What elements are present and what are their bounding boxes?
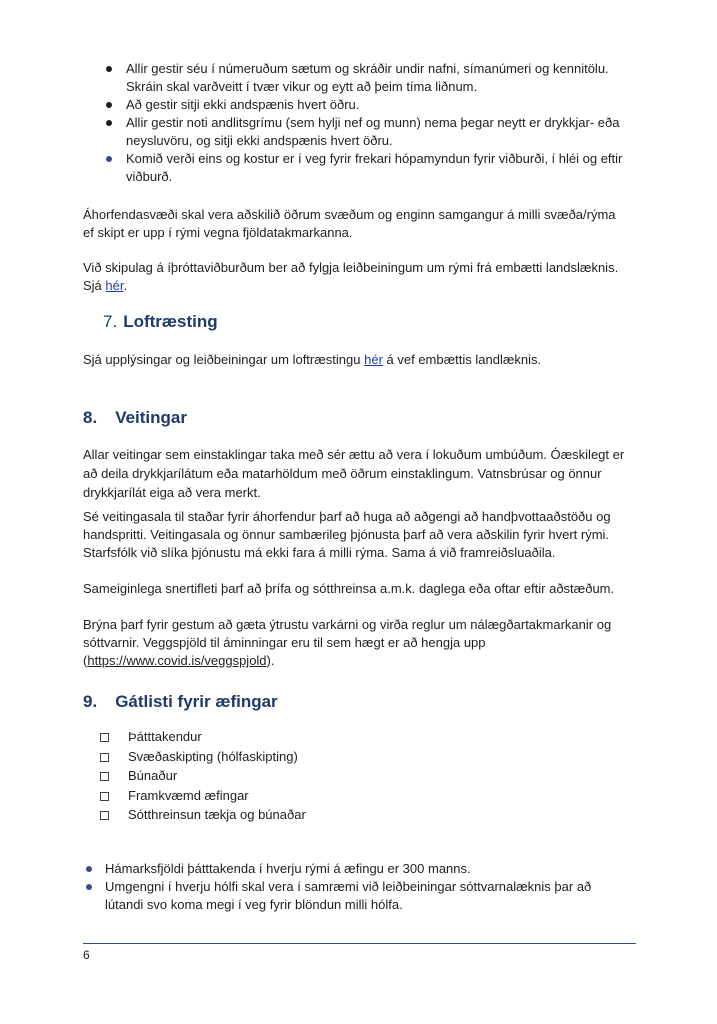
list-item-text: Umgengni í hverju hólfi skal vera í samræmi við leiðbeiningar sóttvarnalæknis þar að lútandi svo koma megi í veg fyrir blöndun milli hólfa.	[105, 879, 592, 912]
refreshments-paragraph-2: Sé veitingasala til staðar fyrir áhorfendur þarf að huga að aðgengi að handþvottaaðstöðu og handspritti. Veitingasala og önnur sambærileg þjónusta þarf að vera aðskilin fyrir hvert rými. Starfsfólk við slíka þjónustu má ekki fara á milli rýma. Sama á við framreiðsluaðila.	[83, 509, 611, 560]
section-title: Gátlisti fyrir æfingar	[115, 692, 278, 711]
bullet-icon	[106, 120, 112, 126]
section-number: 7.	[103, 312, 118, 331]
refreshments-paragraph-4	[83, 616, 628, 670]
checkbox-icon	[100, 753, 109, 762]
posters-link[interactable]: https://www.covid.is/veggspjold	[87, 653, 267, 668]
section-8-heading	[83, 407, 187, 429]
list-item	[85, 860, 630, 878]
section-9-heading	[83, 691, 278, 713]
section-title: Veitingar	[115, 408, 187, 427]
planning-paragraph	[83, 259, 628, 295]
refreshments-paragraph-1: Allar veitingar sem einstaklingar taka með sér ættu að vera í lokuðum umbúðum. Óæskilegt er að deila drykkjarílátum eða matarhöldum með öðrum einstaklingum. Vatnsbrúsar og önnur drykkjarílát eiga að vera merkt.	[83, 447, 625, 500]
list-item	[106, 60, 636, 96]
guidelines-link[interactable]: hér	[105, 278, 124, 293]
list-item-text: Allir gestir noti andlitsgrímu (sem hylji nef og munn) nema þegar neytt er drykkjar- eða neysluvöru, og sitji ekki andspænis hvert öðru.	[126, 115, 620, 148]
checkbox-icon	[100, 772, 109, 781]
checkbox-icon	[100, 811, 109, 820]
list-item	[106, 150, 636, 186]
section-title: Loftræsting	[123, 312, 218, 331]
list-item	[106, 96, 636, 114]
section-number: 8.	[83, 408, 98, 427]
checkbox-icon	[100, 733, 109, 742]
footer-divider	[83, 943, 636, 944]
list-item-text: Allir gestir séu í númeruðum sætum og skráðir undir nafni, símanúmeri og kennitölu. Skráin skal varðveitt í tvær vikur og eytt að þeim tíma liðnum.	[126, 61, 609, 94]
bullet-icon	[106, 66, 112, 72]
list-item	[85, 878, 630, 914]
paragraph-text: Sjá upplýsingar og leiðbeiningar um loftræstingu	[83, 352, 365, 367]
checklist-item	[100, 787, 306, 807]
checklist-item-label: Sótthreinsun tækja og búnaðar	[128, 807, 306, 822]
refreshments-paragraph-3: Sameiginlega snertifleti þarf að þrífa og sótthreinsa a.m.k. daglega eða oftar eftir aðstæðum.	[83, 581, 615, 596]
checkbox-icon	[100, 792, 109, 801]
list-item-text: Komið verði eins og kostur er í veg fyrir frekari hópamyndun fyrir viðburði, í hléi og eftir viðburð.	[126, 151, 623, 184]
checklist-item-label: Framkvæmd æfingar	[128, 787, 249, 803]
training-rules-list	[85, 860, 630, 914]
bullet-icon	[86, 884, 92, 890]
ventilation-link[interactable]: hér	[364, 352, 383, 367]
bullet-icon	[106, 156, 112, 162]
spectator-area-paragraph: Áhorfendasvæði skal vera aðskilið öðrum svæðum og enginn samgangur á milli svæða/rýma ef skipt er upp í rými vegna fjöldatakmarkanna.	[83, 207, 616, 240]
section-number: 9.	[83, 692, 98, 711]
bullet-icon	[106, 102, 112, 108]
checklist-item-label: Búnaður	[128, 768, 178, 783]
bullet-icon	[86, 866, 92, 872]
checklist-item-label: Þátttakendur	[128, 729, 202, 744]
checklist-item	[100, 748, 306, 768]
training-checklist	[100, 728, 306, 826]
checklist-item	[100, 767, 306, 787]
list-item-text: Hámarksfjöldi þátttakenda í hverju rými á æfingu er 300 manns.	[105, 861, 471, 876]
paragraph-text: Við skipulag á íþróttaviðburðum ber að fylgja leiðbeiningum um rými frá embætti landslæknis. Sjá	[83, 260, 619, 293]
checklist-item-label: Svæðaskipting (hólfaskipting)	[128, 748, 298, 764]
attendee-rules-list	[106, 60, 636, 186]
list-item	[106, 114, 636, 150]
section-7-heading	[103, 311, 218, 333]
checklist-item	[100, 806, 306, 826]
ventilation-paragraph	[83, 351, 628, 369]
checklist-item	[100, 728, 306, 748]
paragraph-text: Brýna þarf fyrir gestum að gæta ýtrustu varkárni og virða reglur um nálægðartakmarkanir og sóttvarnir. Veggspjöld til áminningar eru til sem hægt er að hengja upp (	[83, 617, 612, 668]
paragraph-end: .	[123, 278, 128, 293]
paragraph-end: á vef embættis landlæknis.	[382, 352, 542, 367]
list-item-text: Að gestir sitji ekki andspænis hvert öðru.	[126, 97, 360, 112]
page-number: 6	[83, 948, 90, 962]
paragraph-end: ).	[266, 653, 275, 668]
